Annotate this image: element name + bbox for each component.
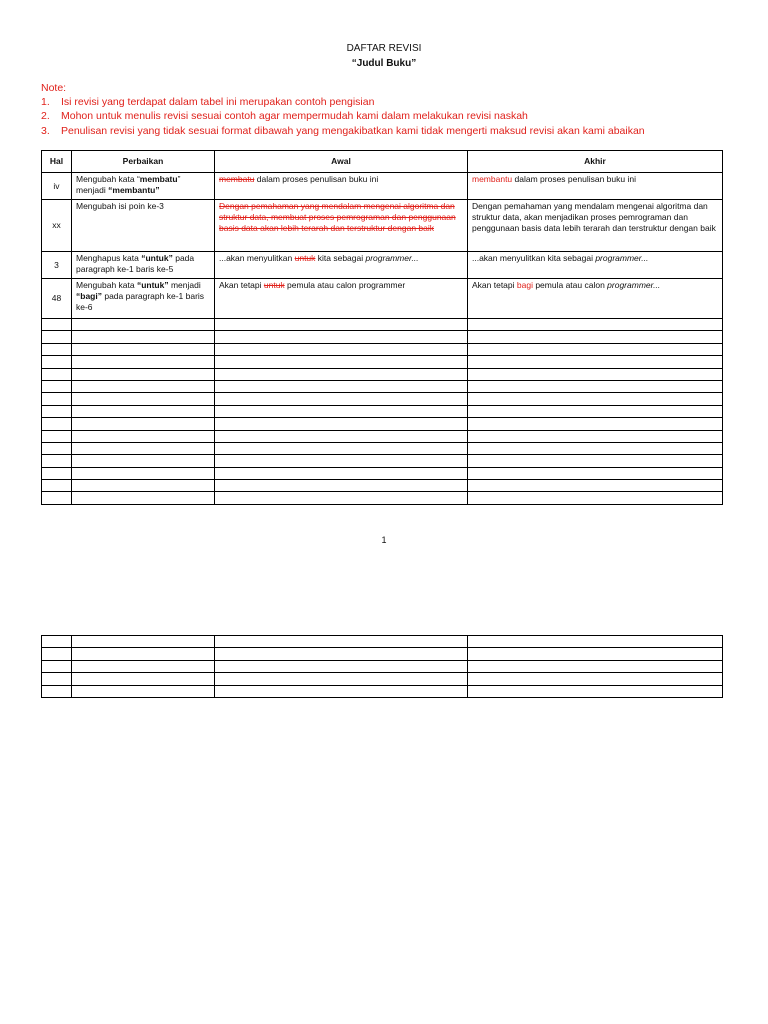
- empty-cell: [215, 660, 468, 672]
- empty-cell: [72, 442, 215, 454]
- empty-cell: [215, 442, 468, 454]
- cell-awal: [215, 279, 468, 319]
- empty-cell: [215, 492, 468, 504]
- empty-cell: [72, 331, 215, 343]
- empty-cell: [72, 480, 215, 492]
- empty-cell: [215, 405, 468, 417]
- struck-text: untuk: [294, 253, 316, 263]
- note-text: Mohon untuk menulis revisi sesuai contoh agar mempermudah kami dalam melakukan revisi naskah: [61, 110, 528, 122]
- text: pada paragraph ke-1 baris ke-6: [76, 291, 205, 312]
- empty-table-row: [42, 685, 723, 697]
- empty-table-row: [42, 467, 723, 479]
- empty-cell: [72, 492, 215, 504]
- italic-text: programmer...: [607, 280, 661, 290]
- empty-cell: [42, 331, 72, 343]
- empty-cell: [72, 660, 215, 672]
- empty-cell: [468, 380, 723, 392]
- empty-table-row: [42, 418, 723, 430]
- empty-cell: [72, 319, 215, 331]
- document-title: DAFTAR REVISI: [346, 43, 422, 54]
- empty-table-row: [42, 430, 723, 442]
- empty-cell: [42, 405, 72, 417]
- empty-cell: [42, 442, 72, 454]
- empty-cell: [468, 368, 723, 380]
- empty-table-row: [42, 442, 723, 454]
- empty-cell: [468, 660, 723, 672]
- empty-cell: [72, 343, 215, 355]
- text: pemula atau calon: [532, 280, 608, 290]
- empty-cell: [72, 393, 215, 405]
- empty-cell: [42, 685, 72, 697]
- cell-hal: 48: [42, 279, 72, 319]
- note-item: [41, 124, 645, 139]
- empty-cell: [42, 467, 72, 479]
- cell-perbaikan: Mengubah isi poin ke-3: [72, 200, 215, 252]
- empty-cell: [215, 356, 468, 368]
- cell-akhir: [468, 279, 723, 319]
- empty-table-row: [42, 331, 723, 343]
- struck-text: membatu: [219, 174, 255, 184]
- cell-awal: [215, 252, 468, 279]
- empty-table-row: [42, 319, 723, 331]
- text: ...akan menyulitkan: [219, 253, 295, 263]
- text: ” menjadi: [76, 174, 181, 195]
- empty-cell: [215, 319, 468, 331]
- header-akhir: Akhir: [468, 151, 723, 173]
- empty-cell: [468, 319, 723, 331]
- empty-cell: [42, 660, 72, 672]
- empty-cell: [42, 393, 72, 405]
- italic-text: programmer...: [595, 253, 649, 263]
- note-item: [41, 95, 374, 110]
- empty-table-row: [42, 492, 723, 504]
- empty-table-row: [42, 380, 723, 392]
- text: dalam proses penulisan buku ini: [254, 174, 379, 184]
- note-number: 3.: [41, 125, 50, 137]
- cell-akhir: [468, 173, 723, 200]
- empty-cell: [468, 405, 723, 417]
- text: Akan tetapi: [472, 280, 517, 290]
- text: menjadi: [168, 280, 201, 290]
- cell-awal: [215, 173, 468, 200]
- empty-table-row: [42, 368, 723, 380]
- empty-cell: [42, 356, 72, 368]
- changed-text: bagi: [516, 280, 533, 290]
- table-row: [42, 200, 723, 252]
- revision-table: [41, 150, 723, 505]
- text: Mengubah kata: [76, 280, 137, 290]
- empty-cell: [468, 418, 723, 430]
- text: pemula atau calon programmer: [284, 280, 406, 290]
- table-row: [42, 173, 723, 200]
- empty-cell: [42, 480, 72, 492]
- empty-cell: [72, 356, 215, 368]
- empty-table-row: [42, 636, 723, 648]
- cell-hal: 3: [42, 252, 72, 279]
- empty-cell: [215, 648, 468, 660]
- empty-cell: [42, 319, 72, 331]
- empty-table-row: [42, 480, 723, 492]
- empty-cell: [468, 356, 723, 368]
- empty-cell: [42, 430, 72, 442]
- empty-cell: [468, 467, 723, 479]
- header-awal: Awal: [215, 151, 468, 173]
- text: dalam proses penulisan buku ini: [512, 174, 636, 184]
- header-perbaikan: Perbaikan: [72, 151, 215, 173]
- cell-awal: [215, 200, 468, 252]
- empty-cell: [72, 685, 215, 697]
- note-number: 2.: [41, 110, 50, 122]
- empty-cell: [215, 331, 468, 343]
- empty-cell: [215, 673, 468, 685]
- page-number: 1: [381, 535, 387, 545]
- empty-cell: [215, 430, 468, 442]
- empty-cell: [42, 380, 72, 392]
- empty-cell: [468, 648, 723, 660]
- empty-table-row: [42, 648, 723, 660]
- empty-table-row: [42, 455, 723, 467]
- cell-perbaikan: [72, 279, 215, 319]
- bold-word: “membantu”: [108, 185, 160, 195]
- empty-cell: [468, 492, 723, 504]
- bold-word: “untuk”: [141, 253, 173, 263]
- empty-cell: [72, 636, 215, 648]
- empty-cell: [72, 673, 215, 685]
- italic-text: programmer...: [365, 253, 419, 263]
- empty-cell: [468, 480, 723, 492]
- empty-table-row: [42, 405, 723, 417]
- cell-perbaikan: [72, 252, 215, 279]
- empty-cell: [215, 467, 468, 479]
- empty-cell: [72, 405, 215, 417]
- revision-table-continued: [41, 635, 723, 698]
- empty-cell: [215, 368, 468, 380]
- table-row: [42, 279, 723, 319]
- cell-perbaikan: [72, 173, 215, 200]
- empty-table-row: [42, 356, 723, 368]
- empty-table-row: [42, 343, 723, 355]
- bold-word: “untuk”: [136, 280, 169, 290]
- empty-cell: [72, 648, 215, 660]
- empty-cell: [42, 368, 72, 380]
- empty-cell: [468, 393, 723, 405]
- empty-cell: [72, 368, 215, 380]
- empty-cell: [215, 685, 468, 697]
- text: pada paragraph ke-1 baris ke-5: [76, 253, 195, 274]
- empty-cell: [215, 480, 468, 492]
- empty-cell: [468, 636, 723, 648]
- header-hal: Hal: [42, 151, 72, 173]
- empty-cell: [215, 636, 468, 648]
- empty-cell: [72, 430, 215, 442]
- table-header-row: [42, 151, 723, 173]
- empty-cell: [215, 418, 468, 430]
- text: kita sebagai: [315, 253, 366, 263]
- empty-cell: [215, 393, 468, 405]
- empty-cell: [468, 455, 723, 467]
- empty-cell: [42, 343, 72, 355]
- document-subtitle: “Judul Buku”: [351, 58, 417, 69]
- empty-cell: [72, 418, 215, 430]
- empty-cell: [42, 455, 72, 467]
- note-text: Isi revisi yang terdapat dalam tabel ini merupakan contoh pengisian: [61, 96, 375, 108]
- empty-cell: [42, 673, 72, 685]
- note-heading: Note:: [41, 82, 67, 94]
- struck-text: Dengan pemahaman yang mendalam mengenai algoritma dan struktur data, membuat proses pemrograman dan penggunaan basis data akan lebih terarah dan terstruktur dengan baik: [219, 201, 456, 233]
- changed-text: membantu: [472, 174, 513, 184]
- text: Mengubah kata “: [76, 174, 140, 184]
- empty-cell: [468, 331, 723, 343]
- cell-hal: xx: [42, 200, 72, 252]
- text: ...akan menyulitkan kita sebagai: [472, 253, 596, 263]
- empty-cell: [42, 648, 72, 660]
- empty-cell: [72, 380, 215, 392]
- bold-word: “bagi”: [76, 291, 102, 301]
- empty-cell: [468, 430, 723, 442]
- empty-cell: [215, 455, 468, 467]
- empty-cell: [468, 442, 723, 454]
- note-number: 1.: [41, 96, 50, 108]
- empty-cell: [72, 467, 215, 479]
- cell-akhir: [468, 252, 723, 279]
- empty-table-row: [42, 393, 723, 405]
- cell-hal: iv: [42, 173, 72, 200]
- empty-cell: [72, 455, 215, 467]
- cell-akhir: Dengan pemahaman yang mendalam mengenai algoritma dan struktur data, akan menjadikan proses pemrograman dan penggunaan basis data lebih terarah dan terstruktur dengan baik: [468, 200, 723, 252]
- table-row: [42, 252, 723, 279]
- empty-cell: [42, 636, 72, 648]
- empty-table-row: [42, 673, 723, 685]
- empty-cell: [468, 685, 723, 697]
- text: Menghapus kata: [76, 253, 142, 263]
- empty-cell: [468, 343, 723, 355]
- empty-cell: [468, 673, 723, 685]
- empty-cell: [42, 418, 72, 430]
- struck-text: untuk: [263, 280, 285, 290]
- empty-cell: [215, 380, 468, 392]
- text: Akan tetapi: [219, 280, 264, 290]
- note-item: [41, 109, 528, 124]
- bold-word: membatu: [139, 174, 178, 184]
- empty-cell: [42, 492, 72, 504]
- empty-cell: [215, 343, 468, 355]
- note-text: Penulisan revisi yang tidak sesuai format dibawah yang mengakibatkan kami tidak mengerti maksud revisi akan kami abaikan: [61, 125, 645, 137]
- empty-table-row: [42, 660, 723, 672]
